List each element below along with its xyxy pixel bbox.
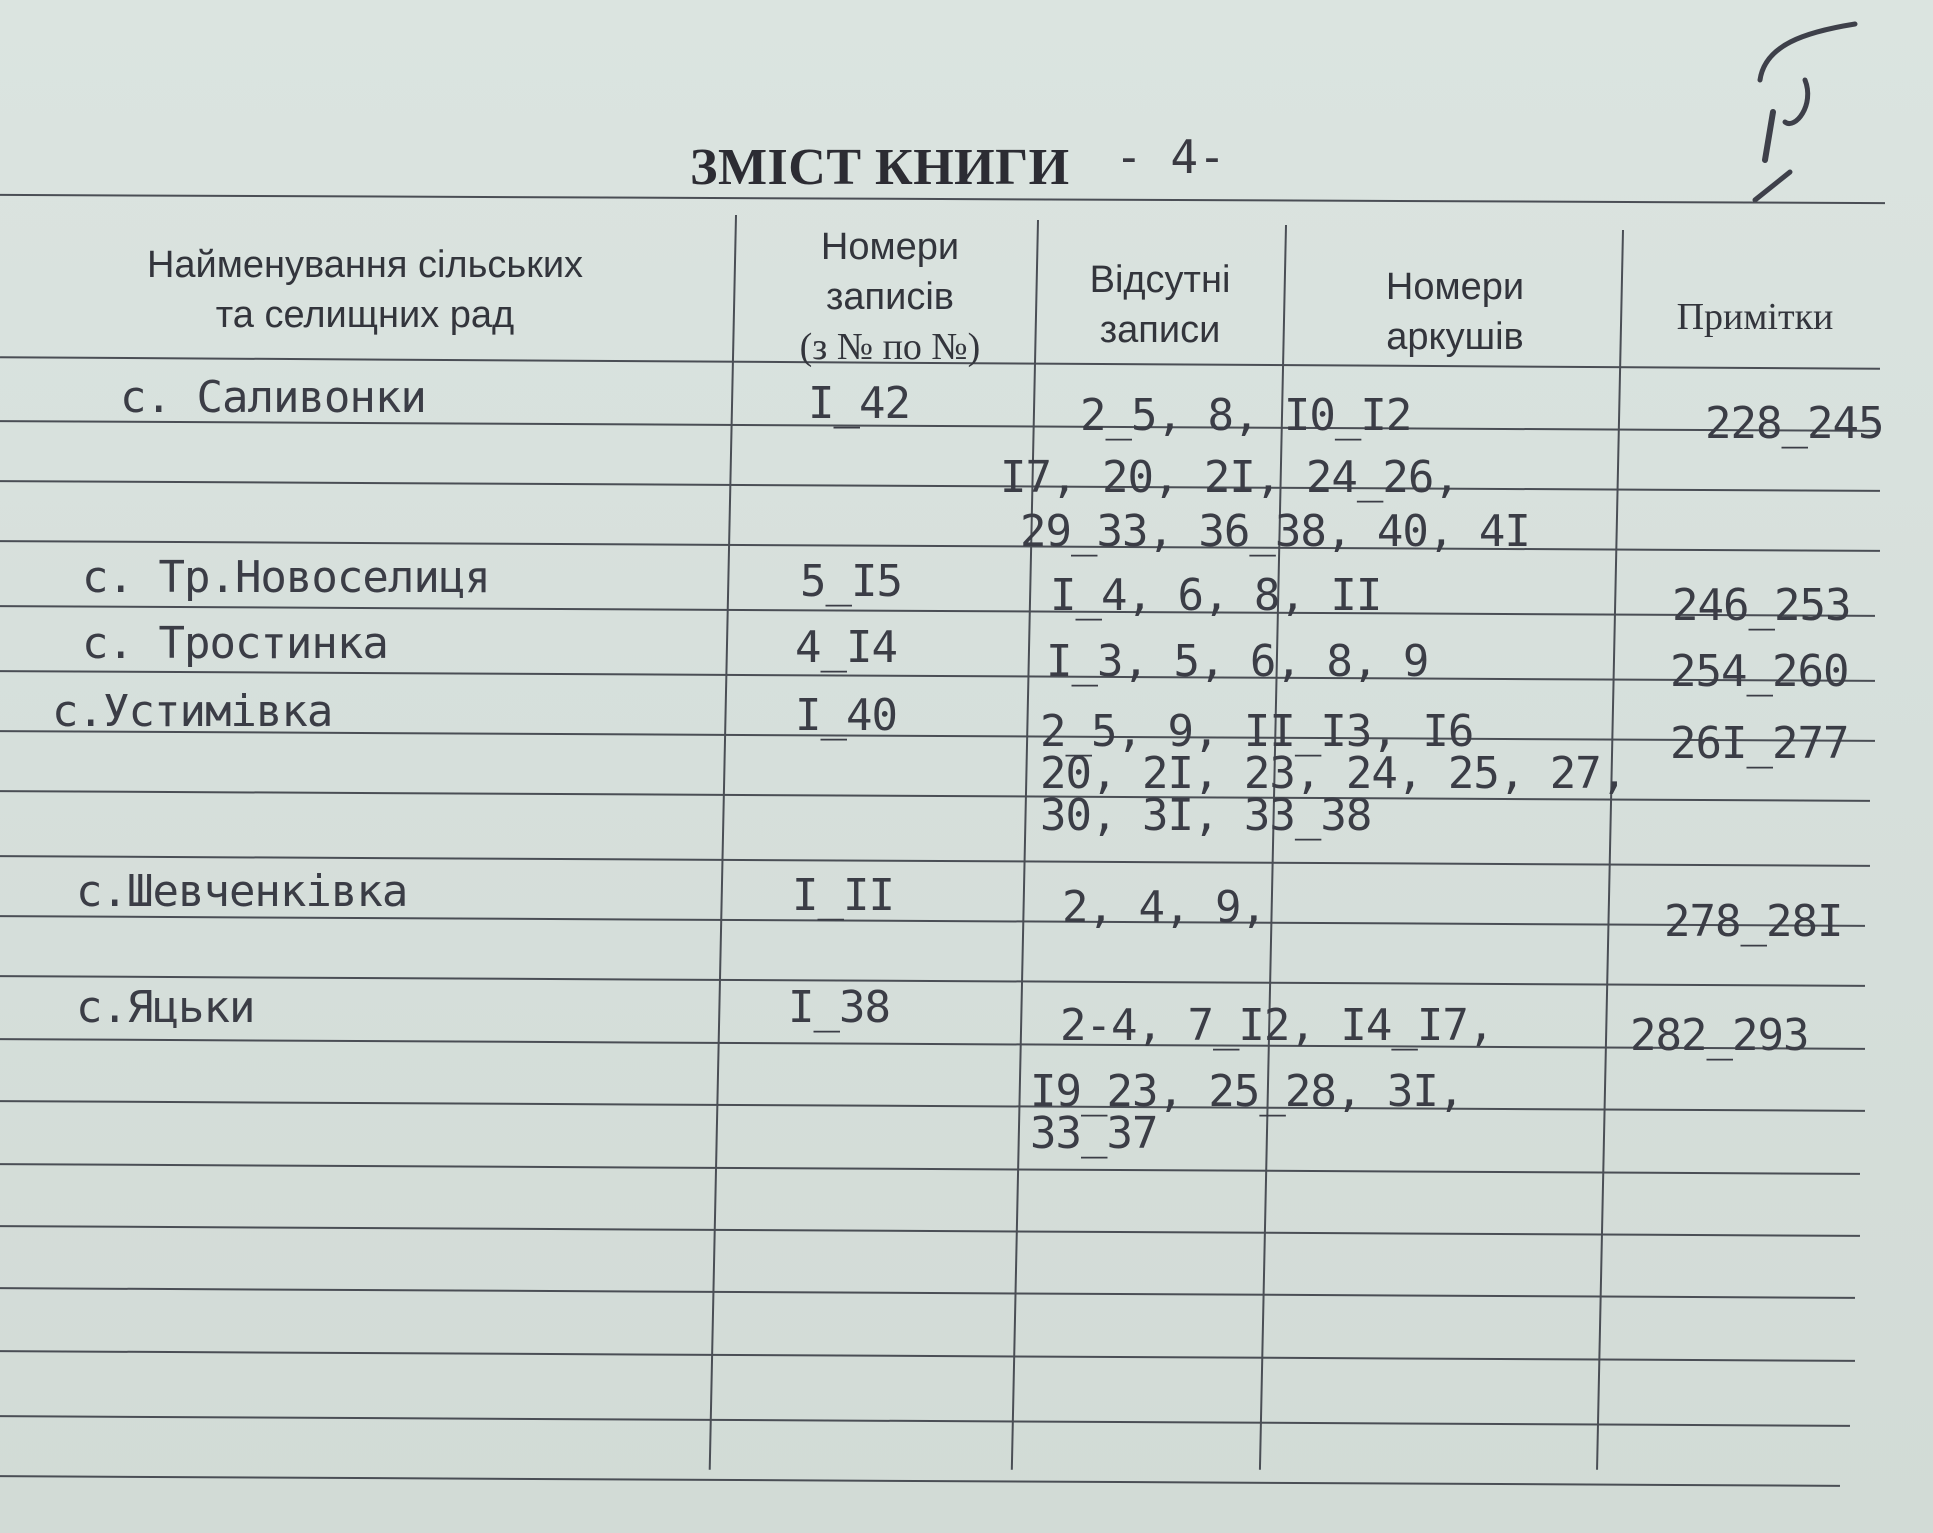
entry-missing-line: I7, 20, 2I, 24_26, bbox=[1000, 452, 1459, 503]
entry-missing-line: 2_5, 8, I0_I2 bbox=[1080, 390, 1412, 441]
column-header-sheet-numbers: Номери аркушів bbox=[1385, 266, 1525, 358]
entry-records: I_42 bbox=[808, 378, 910, 429]
row-rule bbox=[0, 1100, 1865, 1112]
row-rule bbox=[0, 480, 1880, 492]
entry-missing-line: 29_33, 36_38, 40, 4I bbox=[1020, 506, 1530, 557]
column-header-notes: Примітки bbox=[1676, 296, 1834, 338]
row-rule bbox=[0, 540, 1880, 552]
entry-name: с.Устимівка bbox=[52, 686, 333, 737]
row-rule bbox=[0, 1287, 1855, 1299]
column-rule bbox=[1596, 230, 1624, 1470]
page-title: ЗМІСТ КНИГИ bbox=[690, 139, 1070, 196]
entry-missing-line: 2-4, 7_I2, I4_I7, bbox=[1060, 1000, 1494, 1051]
entry-records: I_38 bbox=[788, 982, 890, 1033]
entry-sheets: 26I_277 bbox=[1670, 718, 1849, 769]
column-header-missing-records: Відсутні записи bbox=[1089, 259, 1231, 351]
entry-missing-line: I_3, 5, 6, 8, 9 bbox=[1046, 636, 1429, 687]
entry-records: I_40 bbox=[795, 690, 897, 741]
entry-missing-line: 2, 4, 9, bbox=[1062, 882, 1266, 933]
entry-sheets: 254_260 bbox=[1670, 646, 1849, 697]
row-rule bbox=[0, 670, 1875, 682]
entry-name: с. Тростинка bbox=[82, 618, 388, 669]
entry-name: с. Саливонки bbox=[120, 372, 426, 423]
entry-name: с.Шевченківка bbox=[76, 866, 408, 917]
row-rule bbox=[0, 1415, 1850, 1427]
page-number: - 4- bbox=[1115, 130, 1226, 184]
column-header-councils: Найменування сільських та селищних рад bbox=[146, 244, 584, 336]
row-rule bbox=[0, 1038, 1865, 1050]
row-rule bbox=[0, 1163, 1860, 1175]
row-rule bbox=[0, 1225, 1860, 1237]
column-header-record-numbers: Номери записів (з № по №) bbox=[799, 226, 981, 368]
entry-missing-line: 2_5, 9, II_I3, I6 bbox=[1040, 706, 1474, 757]
column-rule bbox=[1011, 220, 1039, 1470]
entry-sheets: 278_28I bbox=[1664, 896, 1843, 947]
entry-sheets: 282_293 bbox=[1630, 1010, 1809, 1061]
row-rule bbox=[0, 975, 1865, 987]
entry-sheets: 228_245 bbox=[1705, 398, 1884, 449]
row-rule bbox=[0, 1350, 1855, 1362]
entry-missing-line: 33_37 bbox=[1030, 1108, 1158, 1159]
entry-missing-line: I_4, 6, 8, II bbox=[1050, 570, 1382, 621]
entry-missing-line: I9_23, 25_28, 3I, bbox=[1030, 1066, 1464, 1117]
entry-missing-line: 20, 2I, 23, 24, 25, 27, bbox=[1040, 748, 1627, 799]
entry-sheets: 246_253 bbox=[1672, 580, 1851, 631]
entry-records: I_II bbox=[792, 870, 894, 921]
entry-name: с. Тр.Новоселиця bbox=[82, 552, 490, 603]
entry-missing-line: 30, 3I, 33_38 bbox=[1040, 790, 1372, 841]
handwritten-mark bbox=[1745, 10, 1885, 210]
entry-name: с.Яцьки bbox=[76, 982, 255, 1033]
entry-records: 4_I4 bbox=[795, 622, 897, 673]
column-rule bbox=[709, 215, 737, 1470]
row-rule bbox=[0, 1475, 1840, 1487]
entry-records: 5_I5 bbox=[800, 556, 902, 607]
row-rule bbox=[0, 605, 1875, 617]
